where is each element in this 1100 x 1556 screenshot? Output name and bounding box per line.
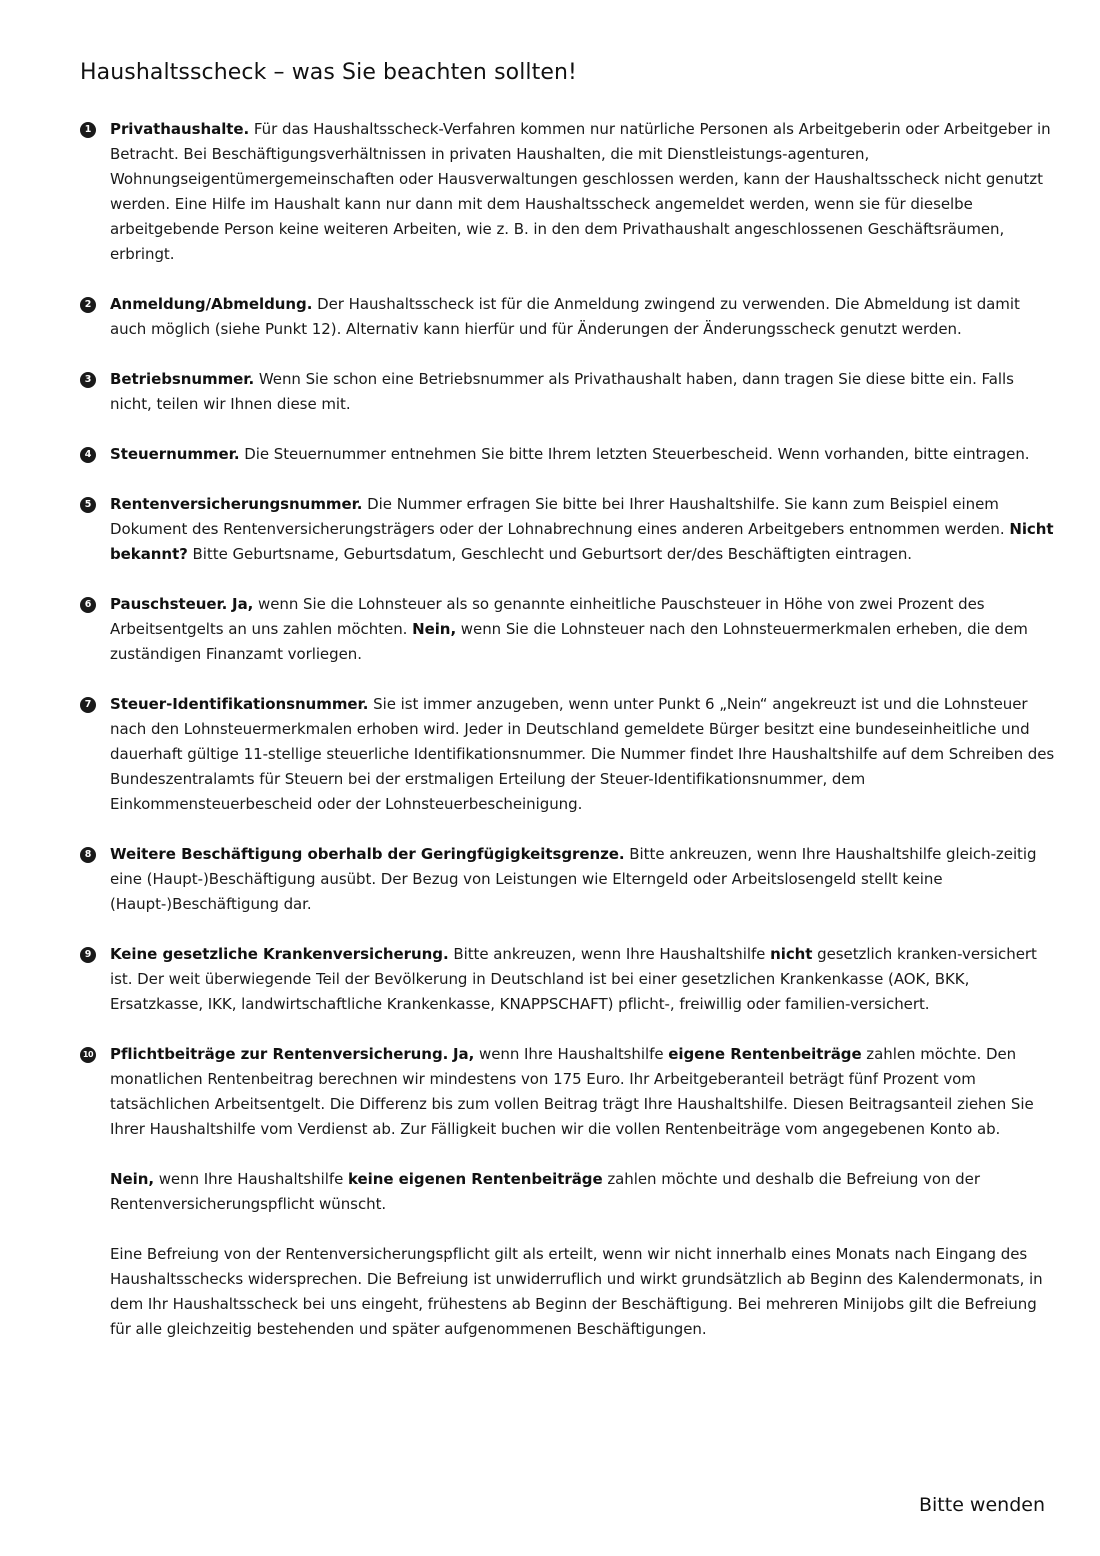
item-paragraph: Anmeldung/Abmeldung. Der Haushaltsscheck ist für die Anmeldung zwingend zu verwenden. Die Abmeldung ist damit auch möglich (siehe Punkt 12). Alternativ kann hierfür und für Änderungen der Änderungsscheck genutzt werden. — [110, 295, 1020, 338]
instruction-item — [80, 117, 1055, 267]
instruction-item — [80, 292, 1055, 342]
item-paragraph: Weitere Beschäftigung oberhalb der Geringfügigkeitsgrenze. Bitte ankreuzen, wenn Ihre Haushaltshilfe gleich-zeitig eine (Haupt-)Beschäftigung ausübt. Der Bezug von Leistungen wie Elterngeld oder Arbeitslosengeld stellt keine (Haupt-)Beschäftigung dar. — [110, 845, 1037, 913]
item-heading: Steuer-Identifikationsnummer. — [110, 695, 369, 713]
emphasis-text: Ja, — [453, 1045, 475, 1063]
item-heading: Weitere Beschäftigung oberhalb der Geringfügigkeitsgrenze. — [110, 845, 625, 863]
instruction-item — [80, 592, 1055, 667]
item-heading: Pflichtbeiträge zur Rentenversicherung. — [110, 1045, 449, 1063]
item-number-badge: 8 — [80, 847, 96, 863]
item-number-badge: 1 — [80, 122, 96, 138]
please-turn-note: Bitte wenden — [918, 1494, 1045, 1516]
emphasis-text: Nein, — [412, 620, 457, 638]
item-heading: Rentenversicherungsnummer. — [110, 495, 363, 513]
item-heading: Betriebsnummer. — [110, 370, 255, 388]
item-number-badge: 6 — [80, 597, 96, 613]
emphasis-text: Nein, — [110, 1170, 154, 1188]
item-paragraph: Eine Befreiung von der Rentenversicherungspflicht gilt als erteilt, wenn wir nicht innerhalb eines Monats nach Eingang des Haushaltsschecks widersprechen. Die Befreiung ist unwiderruflich und wirkt grundsätzlich ab Beginn des Kalendermonats, in dem Ihr Haushaltsscheck bei uns eingeht, frühestens ab Beginn der Beschäftigung. Bei mehreren Minijobs gilt die Befreiung für alle gleichzeitig bestehenden und später aufgenommenen Beschäftigungen. — [110, 1245, 1043, 1338]
item-number-badge: 3 — [80, 372, 96, 388]
item-paragraph: Rentenversicherungsnummer. Die Nummer erfragen Sie bitte bei Ihrer Haushaltshilfe. Sie kann zum Beispiel einem Dokument des Rentenversicherungsträgers oder der Lohnabrechnung eines anderen Arbeitgebers entnommen werden. Nicht bekannt? Bitte Geburtsname, Geburtsdatum, Geschlecht und Geburtsort der/des Beschäftigten eintragen. — [110, 495, 1054, 563]
instruction-item — [80, 942, 1055, 1017]
emphasis-text: eigene Rentenbeiträge — [668, 1045, 862, 1063]
instruction-list — [80, 117, 1055, 1367]
emphasis-text: Nicht bekannt? — [110, 520, 1054, 563]
emphasis-text: Ja, — [232, 595, 254, 613]
item-number-badge: 2 — [80, 297, 96, 313]
emphasis-text: nicht — [770, 945, 813, 963]
item-paragraph: Betriebsnummer. Wenn Sie schon eine Betriebsnummer als Privathaushalt haben, dann tragen Sie diese bitte ein. Falls nicht, teilen wir Ihnen diese mit. — [110, 370, 1014, 413]
item-paragraph: Privathaushalte. Für das Haushaltsscheck-Verfahren kommen nur natürliche Personen als Arbeitgeberin oder Arbeitgeber in Betracht. Bei Beschäftigungsverhältnissen in privaten Haushalten, die mit Dienstleistungs-agenturen, Wohnungseigentümergemeinschaften oder Hausverwaltungen geschlossen werden, kann der Haushaltsscheck nicht genutzt werden. Eine Hilfe im Haushalt kann nur dann mit dem Haushaltsscheck angemeldet werden, wenn sie für dieselbe arbeitgebende Person keine weiteren Arbeiten, wie z. B. in den dem Privathaushalt angeschlossenen Geschäftsräumen, erbringt. — [110, 120, 1051, 263]
item-paragraph: Pauschsteuer. Ja, wenn Sie die Lohnsteuer als so genannte einheitliche Pauschsteuer in Höhe von zwei Prozent des Arbeitsentgelts an uns zahlen möchten. Nein, wenn Sie die Lohnsteuer nach den Lohnsteuermerkmalen erheben, die dem zuständigen Finanzamt vorliegen. — [110, 595, 1028, 663]
item-number-badge: 7 — [80, 697, 96, 713]
item-heading: Keine gesetzliche Krankenversicherung. — [110, 945, 449, 963]
item-number-badge: 10 — [80, 1047, 96, 1063]
emphasis-text: keine eigenen Rentenbeiträge — [348, 1170, 603, 1188]
item-paragraph: Pflichtbeiträge zur Rentenversicherung. Ja, wenn Ihre Haushaltshilfe eigene Rentenbeiträge zahlen möchte. Den monatlichen Rentenbeitrag berechnen wir mindestens von 175 Euro. Ihr Arbeitgeberanteil beträgt fünf Prozent vom tatsächlichen Arbeitsentgelt. Die Differenz bis zum vollen Beitrag trägt Ihre Haushaltshilfe. Diesen Beitragsanteil ziehen Sie Ihrer Haushaltshilfe vom Verdienst ab. Zur Fälligkeit buchen wir die vollen Rentenbeiträge vom angegebenen Konto ab. — [110, 1045, 1034, 1138]
instruction-item — [80, 1042, 1055, 1342]
instruction-item — [80, 842, 1055, 917]
instruction-item — [80, 492, 1055, 567]
item-paragraph: Keine gesetzliche Krankenversicherung. Bitte ankreuzen, wenn Ihre Haushaltshilfe nicht gesetzlich kranken-versichert ist. Der weit überwiegende Teil der Bevölkerung in Deutschland ist bei einer gesetzlichen Krankenkasse (AOK, BKK, Ersatzkasse, IKK, landwirtschaftliche Krankenkasse, KNAPPSCHAFT) pflicht-, freiwillig oder familien-versichert. — [110, 945, 1037, 1013]
item-heading: Pauschsteuer. — [110, 595, 228, 613]
instruction-item — [80, 442, 1055, 467]
item-number-badge: 4 — [80, 447, 96, 463]
item-paragraph: Steuernummer. Die Steuernummer entnehmen Sie bitte Ihrem letzten Steuerbescheid. Wenn vorhanden, bitte eintragen. — [110, 445, 1030, 463]
item-paragraph: Steuer-Identifikationsnummer. Sie ist immer anzugeben, wenn unter Punkt 6 „Nein“ angekreuzt ist und die Lohnsteuer nach den Lohnsteuermerkmalen erhoben wird. Jeder in Deutschland gemeldete Bürger besitzt eine bundeseinheitliche und dauerhaft gültige 11-stellige steuerliche Identifikationsnummer. Die Nummer findet Ihre Haushaltshilfe auf dem Schreiben des Bundeszentralamts für Steuern bei der erstmaligen Erteilung der Steuer-Identifikationsnummer, dem Einkommensteuerbescheid oder der Lohnsteuerbescheinigung. — [110, 695, 1055, 813]
item-paragraph: Nein, wenn Ihre Haushaltshilfe keine eigenen Rentenbeiträge zahlen möchte und deshalb die Befreiung von der Rentenversicherungspflicht wünscht. — [110, 1170, 980, 1213]
page-title: Haushaltsscheck – was Sie beachten sollten! — [80, 60, 577, 85]
instruction-item — [80, 692, 1055, 817]
instruction-item — [80, 367, 1055, 417]
item-heading: Privathaushalte. — [110, 120, 250, 138]
item-heading: Anmeldung/Abmeldung. — [110, 295, 313, 313]
item-number-badge: 5 — [80, 497, 96, 513]
item-heading: Steuernummer. — [110, 445, 240, 463]
item-number-badge: 9 — [80, 947, 96, 963]
